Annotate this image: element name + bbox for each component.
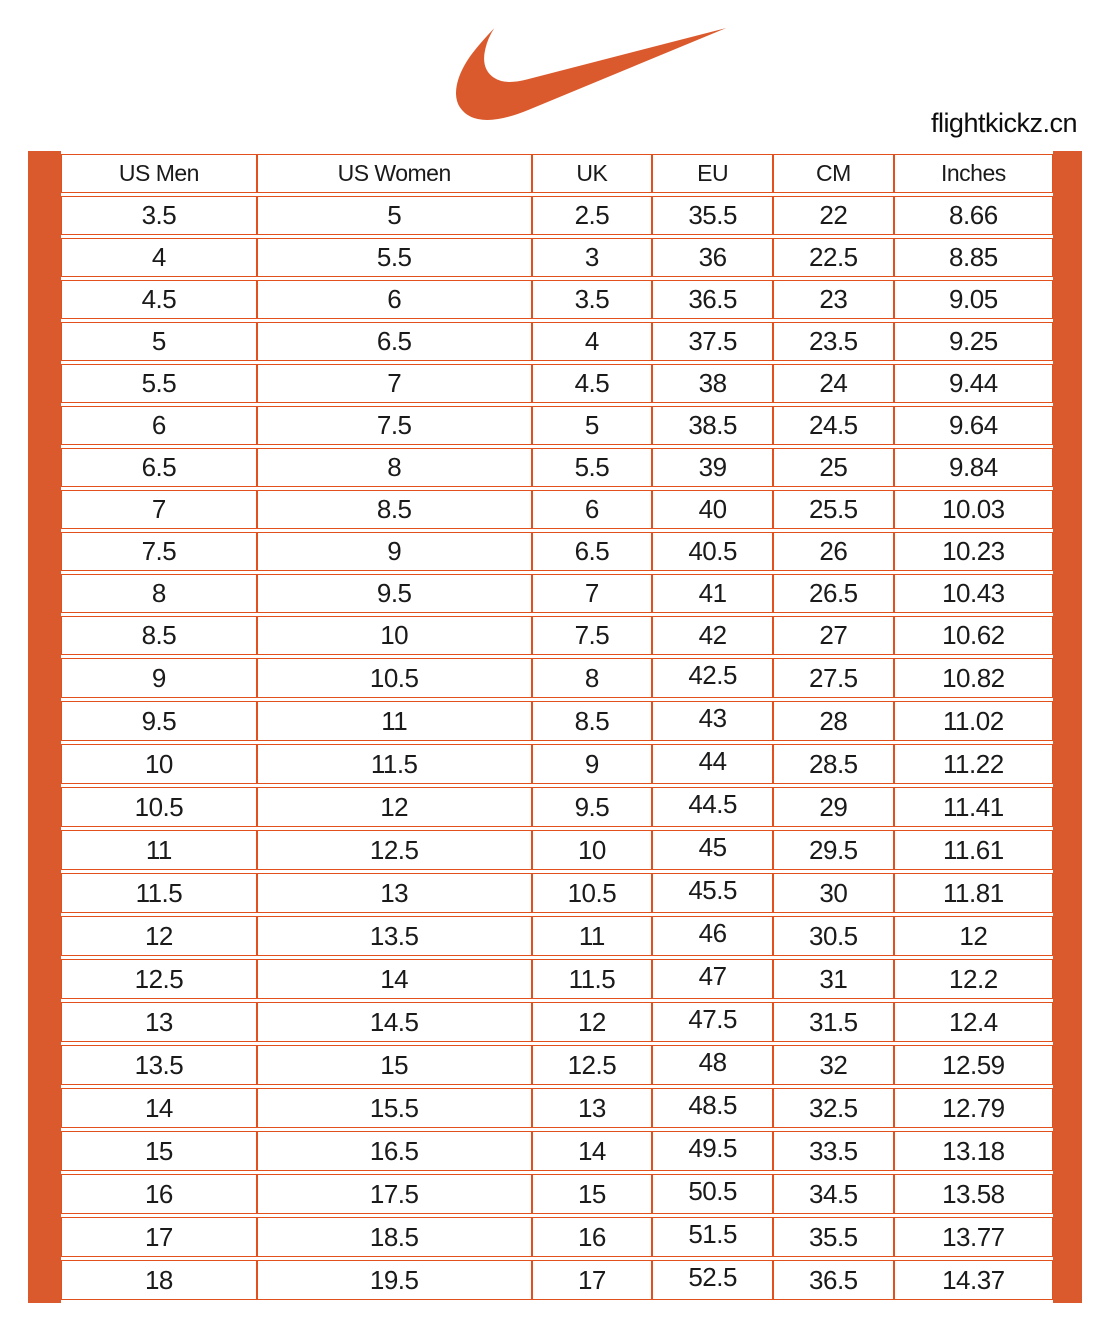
table-row	[61, 490, 1053, 529]
size-cell: 11.02	[894, 701, 1053, 741]
size-cell: 10.43	[894, 574, 1053, 613]
size-cell: 27	[773, 616, 894, 655]
size-cell: 23.5	[773, 322, 894, 361]
size-cell: 36.5	[652, 280, 773, 319]
size-cell: 17	[61, 1217, 257, 1257]
size-cell: 10	[61, 744, 257, 784]
size-cell: 31	[773, 959, 894, 999]
size-cell: 35.5	[652, 196, 773, 235]
table-row	[61, 1174, 1053, 1214]
size-cell: 5	[257, 196, 532, 235]
table-row	[61, 1088, 1053, 1128]
size-cell: 19.5	[257, 1260, 532, 1300]
size-cell: 8.5	[257, 490, 532, 529]
size-cell: 18	[61, 1260, 257, 1300]
size-cell: 5	[61, 322, 257, 361]
size-cell: 10.5	[532, 873, 653, 913]
size-cell: 12.79	[894, 1088, 1053, 1128]
size-cell: 7.5	[532, 616, 653, 655]
table-row	[61, 959, 1053, 999]
table-row	[61, 787, 1053, 827]
size-cell: 7	[532, 574, 653, 613]
size-cell: 5.5	[532, 448, 653, 487]
size-cell: 9.5	[532, 787, 653, 827]
size-cell: 13.5	[257, 916, 532, 956]
size-cell: 6	[257, 280, 532, 319]
size-cell: 14	[257, 959, 532, 999]
size-cell: 8	[257, 448, 532, 487]
size-cell: 5	[532, 406, 653, 445]
size-cell: 13	[257, 873, 532, 913]
size-cell: 52.5	[652, 1260, 773, 1300]
size-cell: 34.5	[773, 1174, 894, 1214]
size-cell: 14	[532, 1131, 653, 1171]
size-cell: 44	[652, 744, 773, 784]
size-cell: 10	[257, 616, 532, 655]
size-cell: 3.5	[532, 280, 653, 319]
table-row	[61, 1260, 1053, 1300]
size-cell: 8.66	[894, 196, 1053, 235]
table-row	[61, 873, 1053, 913]
size-cell: 16	[61, 1174, 257, 1214]
size-cell: 11.5	[257, 744, 532, 784]
table-row	[61, 916, 1053, 956]
size-cell: 9.5	[257, 574, 532, 613]
size-cell: 14	[61, 1088, 257, 1128]
size-cell: 38	[652, 364, 773, 403]
size-cell: 40.5	[652, 532, 773, 571]
size-cell: 10.03	[894, 490, 1053, 529]
size-table-area	[28, 151, 1082, 1303]
site-url-label: flightkickz.cn	[930, 108, 1077, 138]
table-row	[61, 448, 1053, 487]
size-cell: 16.5	[257, 1131, 532, 1171]
size-cell: 33.5	[773, 1131, 894, 1171]
size-cell: 7.5	[257, 406, 532, 445]
table-row	[61, 196, 1053, 235]
size-cell: 36.5	[773, 1260, 894, 1300]
size-cell: 28.5	[773, 744, 894, 784]
size-cell: 4	[61, 238, 257, 277]
size-cell: 12	[257, 787, 532, 827]
size-cell: 11.61	[894, 830, 1053, 870]
column-header-us-men: US Men	[61, 154, 257, 193]
column-header-us-women: US Women	[257, 154, 532, 193]
size-cell: 11	[532, 916, 653, 956]
size-cell: 29.5	[773, 830, 894, 870]
table-row	[61, 364, 1053, 403]
size-cell: 32.5	[773, 1088, 894, 1128]
size-cell: 24.5	[773, 406, 894, 445]
size-cell: 9	[257, 532, 532, 571]
size-cell: 5.5	[61, 364, 257, 403]
size-cell: 45.5	[652, 873, 773, 913]
size-cell: 9.84	[894, 448, 1053, 487]
size-cell: 9	[532, 744, 653, 784]
size-cell: 30.5	[773, 916, 894, 956]
size-cell: 2.5	[532, 196, 653, 235]
size-cell: 7	[61, 490, 257, 529]
size-cell: 47.5	[652, 1002, 773, 1042]
size-cell: 39	[652, 448, 773, 487]
size-cell: 30	[773, 873, 894, 913]
size-cell: 47	[652, 959, 773, 999]
size-cell: 12.5	[61, 959, 257, 999]
size-cell: 18.5	[257, 1217, 532, 1257]
size-cell: 13.58	[894, 1174, 1053, 1214]
size-cell: 22	[773, 196, 894, 235]
size-cell: 26.5	[773, 574, 894, 613]
header	[0, 0, 1100, 151]
size-cell: 41	[652, 574, 773, 613]
size-cell: 10.5	[61, 787, 257, 827]
size-cell: 38.5	[652, 406, 773, 445]
size-cell: 12.59	[894, 1045, 1053, 1085]
size-cell: 6	[532, 490, 653, 529]
size-cell: 8.85	[894, 238, 1053, 277]
size-cell: 10	[532, 830, 653, 870]
size-cell: 42	[652, 616, 773, 655]
table-row	[61, 616, 1053, 655]
size-cell: 31.5	[773, 1002, 894, 1042]
table-row	[61, 280, 1053, 319]
column-header-cm: CM	[773, 154, 894, 193]
size-cell: 7.5	[61, 532, 257, 571]
size-cell: 36	[652, 238, 773, 277]
size-cell: 4.5	[532, 364, 653, 403]
size-cell: 4	[532, 322, 653, 361]
table-row	[61, 238, 1053, 277]
size-cell: 10.5	[257, 658, 532, 698]
nike-swoosh-icon	[456, 28, 728, 120]
size-cell: 13.18	[894, 1131, 1053, 1171]
table-row	[61, 1002, 1053, 1042]
size-cell: 12.2	[894, 959, 1053, 999]
size-cell: 9.05	[894, 280, 1053, 319]
size-cell: 23	[773, 280, 894, 319]
size-cell: 26	[773, 532, 894, 571]
size-cell: 8.5	[532, 701, 653, 741]
size-cell: 13.77	[894, 1217, 1053, 1257]
table-row	[61, 744, 1053, 784]
size-cell: 9.25	[894, 322, 1053, 361]
size-cell: 12	[532, 1002, 653, 1042]
size-cell: 11.81	[894, 873, 1053, 913]
size-cell: 27.5	[773, 658, 894, 698]
size-cell: 24	[773, 364, 894, 403]
size-cell: 9.64	[894, 406, 1053, 445]
size-cell: 9.44	[894, 364, 1053, 403]
size-cell: 16	[532, 1217, 653, 1257]
size-cell: 28	[773, 701, 894, 741]
size-cell: 7	[257, 364, 532, 403]
column-header-uk: UK	[532, 154, 653, 193]
size-cell: 49.5	[652, 1131, 773, 1171]
size-cell: 42.5	[652, 658, 773, 698]
size-cell: 6.5	[257, 322, 532, 361]
size-cell: 11.22	[894, 744, 1053, 784]
column-header-inches: Inches	[894, 154, 1053, 193]
size-cell: 11.41	[894, 787, 1053, 827]
size-cell: 32	[773, 1045, 894, 1085]
size-cell: 6	[61, 406, 257, 445]
table-row	[61, 574, 1053, 613]
table-row	[61, 830, 1053, 870]
size-cell: 15	[532, 1174, 653, 1214]
size-cell: 15	[257, 1045, 532, 1085]
table-row	[61, 532, 1053, 571]
size-cell: 37.5	[652, 322, 773, 361]
size-cell: 8	[532, 658, 653, 698]
table-row	[61, 406, 1053, 445]
size-cell: 13.5	[61, 1045, 257, 1085]
size-cell: 11.5	[61, 873, 257, 913]
size-cell: 11	[257, 701, 532, 741]
size-cell: 25	[773, 448, 894, 487]
size-cell: 13	[61, 1002, 257, 1042]
size-cell: 15.5	[257, 1088, 532, 1128]
size-cell: 17	[532, 1260, 653, 1300]
size-cell: 12	[61, 916, 257, 956]
size-cell: 14.5	[257, 1002, 532, 1042]
size-cell: 15	[61, 1131, 257, 1171]
size-cell: 8	[61, 574, 257, 613]
size-cell: 9.5	[61, 701, 257, 741]
left-accent-band	[28, 151, 61, 1303]
table-row	[61, 701, 1053, 741]
size-cell: 11	[61, 830, 257, 870]
size-cell: 12	[894, 916, 1053, 956]
column-header-eu: EU	[652, 154, 773, 193]
size-cell: 40	[652, 490, 773, 529]
table-row	[61, 322, 1053, 361]
size-cell: 10.23	[894, 532, 1053, 571]
size-cell: 44.5	[652, 787, 773, 827]
size-cell: 5.5	[257, 238, 532, 277]
size-cell: 14.37	[894, 1260, 1053, 1300]
table-row	[61, 1217, 1053, 1257]
size-cell: 11.5	[532, 959, 653, 999]
size-cell: 51.5	[652, 1217, 773, 1257]
size-cell: 48	[652, 1045, 773, 1085]
size-cell: 17.5	[257, 1174, 532, 1214]
size-conversion-table	[61, 151, 1053, 1303]
size-cell: 4.5	[61, 280, 257, 319]
size-cell: 45	[652, 830, 773, 870]
column-header-row	[61, 154, 1053, 193]
size-cell: 12.5	[532, 1045, 653, 1085]
size-cell: 8.5	[61, 616, 257, 655]
size-cell: 10.62	[894, 616, 1053, 655]
size-cell: 50.5	[652, 1174, 773, 1214]
size-cell: 6.5	[532, 532, 653, 571]
size-cell: 12.4	[894, 1002, 1053, 1042]
size-cell: 3.5	[61, 196, 257, 235]
size-cell: 12.5	[257, 830, 532, 870]
size-cell: 35.5	[773, 1217, 894, 1257]
size-cell: 13	[532, 1088, 653, 1128]
size-cell: 46	[652, 916, 773, 956]
size-cell: 9	[61, 658, 257, 698]
size-cell: 22.5	[773, 238, 894, 277]
size-cell: 48.5	[652, 1088, 773, 1128]
size-cell: 25.5	[773, 490, 894, 529]
table-row	[61, 658, 1053, 698]
size-cell: 3	[532, 238, 653, 277]
size-cell: 43	[652, 701, 773, 741]
size-cell: 10.82	[894, 658, 1053, 698]
size-cell: 29	[773, 787, 894, 827]
table-row	[61, 1131, 1053, 1171]
right-accent-band	[1053, 151, 1082, 1303]
size-cell: 6.5	[61, 448, 257, 487]
table-row	[61, 1045, 1053, 1085]
